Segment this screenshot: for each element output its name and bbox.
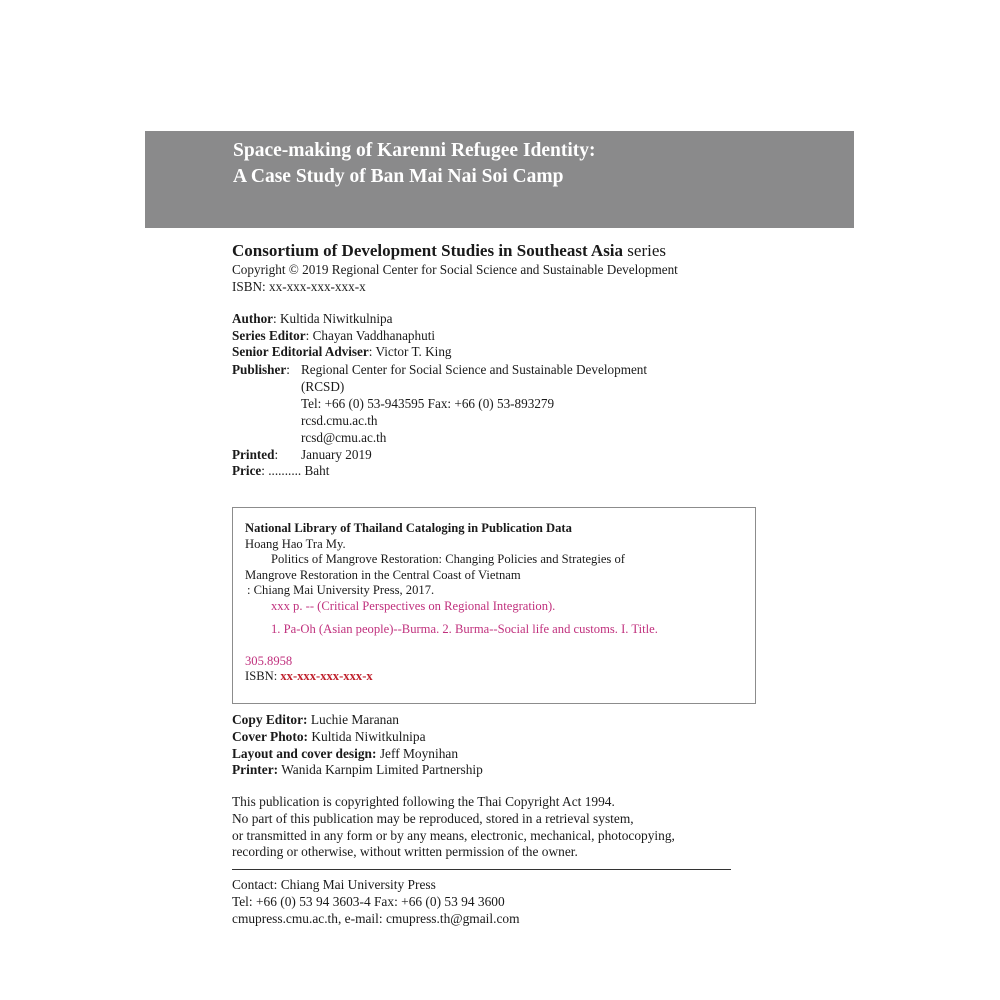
copyright-line: Copyright © 2019 Regional Center for Social Science and Sustainable Development bbox=[232, 262, 678, 277]
divider bbox=[232, 869, 731, 870]
printed-label-cell bbox=[232, 446, 301, 463]
contact-line-3: cmupress.cmu.ac.th, e-mail: cmupress.th@gmail.com bbox=[232, 911, 520, 926]
price-value: : .......... Baht bbox=[261, 462, 330, 478]
layout-design-value: Jeff Moynihan bbox=[376, 745, 459, 761]
senior-adviser-value: : Victor T. King bbox=[368, 344, 452, 359]
book-title bbox=[233, 138, 596, 190]
imprint-details bbox=[232, 240, 792, 479]
author-value: : Kultida Niwitkulnipa bbox=[273, 311, 393, 326]
notice-line: recording or otherwise, without written permission of the owner. bbox=[232, 844, 578, 860]
cip-isbn-value: xx-xxx-xxx-xxx-x bbox=[280, 669, 373, 683]
series-heading bbox=[232, 240, 792, 262]
cip-subjects: 1. Pa-Oh (Asian people)--Burma. 2. Burma--Social life and customs. I. Title. bbox=[271, 622, 658, 636]
series-editor-label: Series Editor bbox=[232, 327, 306, 343]
printer-label: Printer: bbox=[232, 762, 279, 778]
price-label: Price bbox=[232, 462, 262, 478]
notice-line: This publication is copyrighted following the Thai Copyright Act 1994. bbox=[232, 794, 615, 809]
series-editor-row bbox=[232, 328, 792, 345]
printed-label: Printed bbox=[232, 446, 275, 462]
cip-isbn-row bbox=[245, 669, 743, 685]
author-row bbox=[232, 311, 792, 328]
price-row bbox=[232, 463, 792, 480]
publisher-row bbox=[232, 361, 792, 446]
notice-line: No part of this publication may be reproduced, stored in a retrieval system, bbox=[232, 810, 634, 826]
contact-line-1: Contact: Chiang Mai University Press bbox=[232, 877, 436, 892]
printed-row bbox=[232, 446, 792, 463]
cip-imprint: : Chiang Mai University Press, 2017. bbox=[247, 583, 435, 597]
copy-editor-row bbox=[232, 712, 483, 729]
series-suffix: series bbox=[623, 241, 667, 260]
publisher-line: Tel: +66 (0) 53-943595 Fax: +66 (0) 53-893279 bbox=[301, 395, 555, 411]
production-credits bbox=[232, 712, 483, 779]
cip-title-line-2: Mangrove Restoration in the Central Coast of Vietnam bbox=[245, 567, 521, 582]
layout-design-label: Layout and cover design: bbox=[232, 745, 377, 761]
publisher-details bbox=[301, 361, 792, 446]
printed-value: January 2019 bbox=[301, 446, 372, 462]
publisher-line: (RCSD) bbox=[301, 378, 345, 394]
isbn-line: ISBN: xx-xxx-xxx-xxx-x bbox=[232, 278, 366, 294]
copy-editor-label: Copy Editor: bbox=[232, 712, 308, 727]
senior-adviser-label: Senior Editorial Adviser bbox=[232, 344, 369, 359]
cover-photo-value: Kultida Niwitkulnipa bbox=[308, 728, 426, 744]
cip-classification: 305.8958 bbox=[245, 653, 293, 668]
layout-design-row bbox=[232, 746, 483, 763]
publisher-label-cell bbox=[232, 361, 301, 446]
cip-pages: xxx p. -- (Critical Perspectives on Regional Integration). bbox=[271, 598, 556, 613]
publisher-label: Publisher bbox=[232, 361, 287, 377]
publisher-colon: : bbox=[286, 361, 290, 377]
printer-value: Wanida Karnpim Limited Partnership bbox=[278, 762, 483, 778]
cataloging-data-box bbox=[232, 507, 756, 704]
printer-row bbox=[232, 762, 483, 779]
cip-author: Hoang Hao Tra My. bbox=[245, 536, 346, 551]
publisher-line: Regional Center for Social Science and Sustainable Development bbox=[301, 361, 648, 377]
cover-photo-label: Cover Photo: bbox=[232, 728, 308, 744]
copyright-notice bbox=[232, 794, 675, 861]
cip-isbn-label: ISBN: bbox=[245, 669, 281, 683]
cip-heading: National Library of Thailand Cataloging in Publication Data bbox=[245, 521, 572, 535]
notice-line: or transmitted in any form or by any means, electronic, mechanical, photocopying, bbox=[232, 827, 675, 843]
cip-title-line-1: Politics of Mangrove Restoration: Changing Policies and Strategies of bbox=[271, 552, 625, 566]
publisher-line: rcsd@cmu.ac.th bbox=[301, 429, 387, 445]
book-title-line-2: A Case Study of Ban Mai Nai Soi Camp bbox=[233, 166, 564, 187]
cover-photo-row bbox=[232, 729, 483, 746]
contact-line-2: Tel: +66 (0) 53 94 3603-4 Fax: +66 (0) 53 94 3600 bbox=[232, 894, 505, 909]
book-title-line-1: Space-making of Karenni Refugee Identity: bbox=[233, 140, 596, 161]
senior-adviser-row bbox=[232, 344, 792, 361]
publisher-line: rcsd.cmu.ac.th bbox=[301, 412, 378, 428]
author-label: Author bbox=[232, 311, 274, 326]
copy-editor-value: Luchie Maranan bbox=[307, 712, 399, 727]
series-name: Consortium of Development Studies in Southeast Asia bbox=[232, 241, 624, 260]
contact-block bbox=[232, 876, 520, 927]
printed-colon: : bbox=[274, 446, 279, 462]
series-editor-value: : Chayan Vaddhanaphuti bbox=[305, 327, 436, 343]
title-banner bbox=[145, 131, 854, 228]
